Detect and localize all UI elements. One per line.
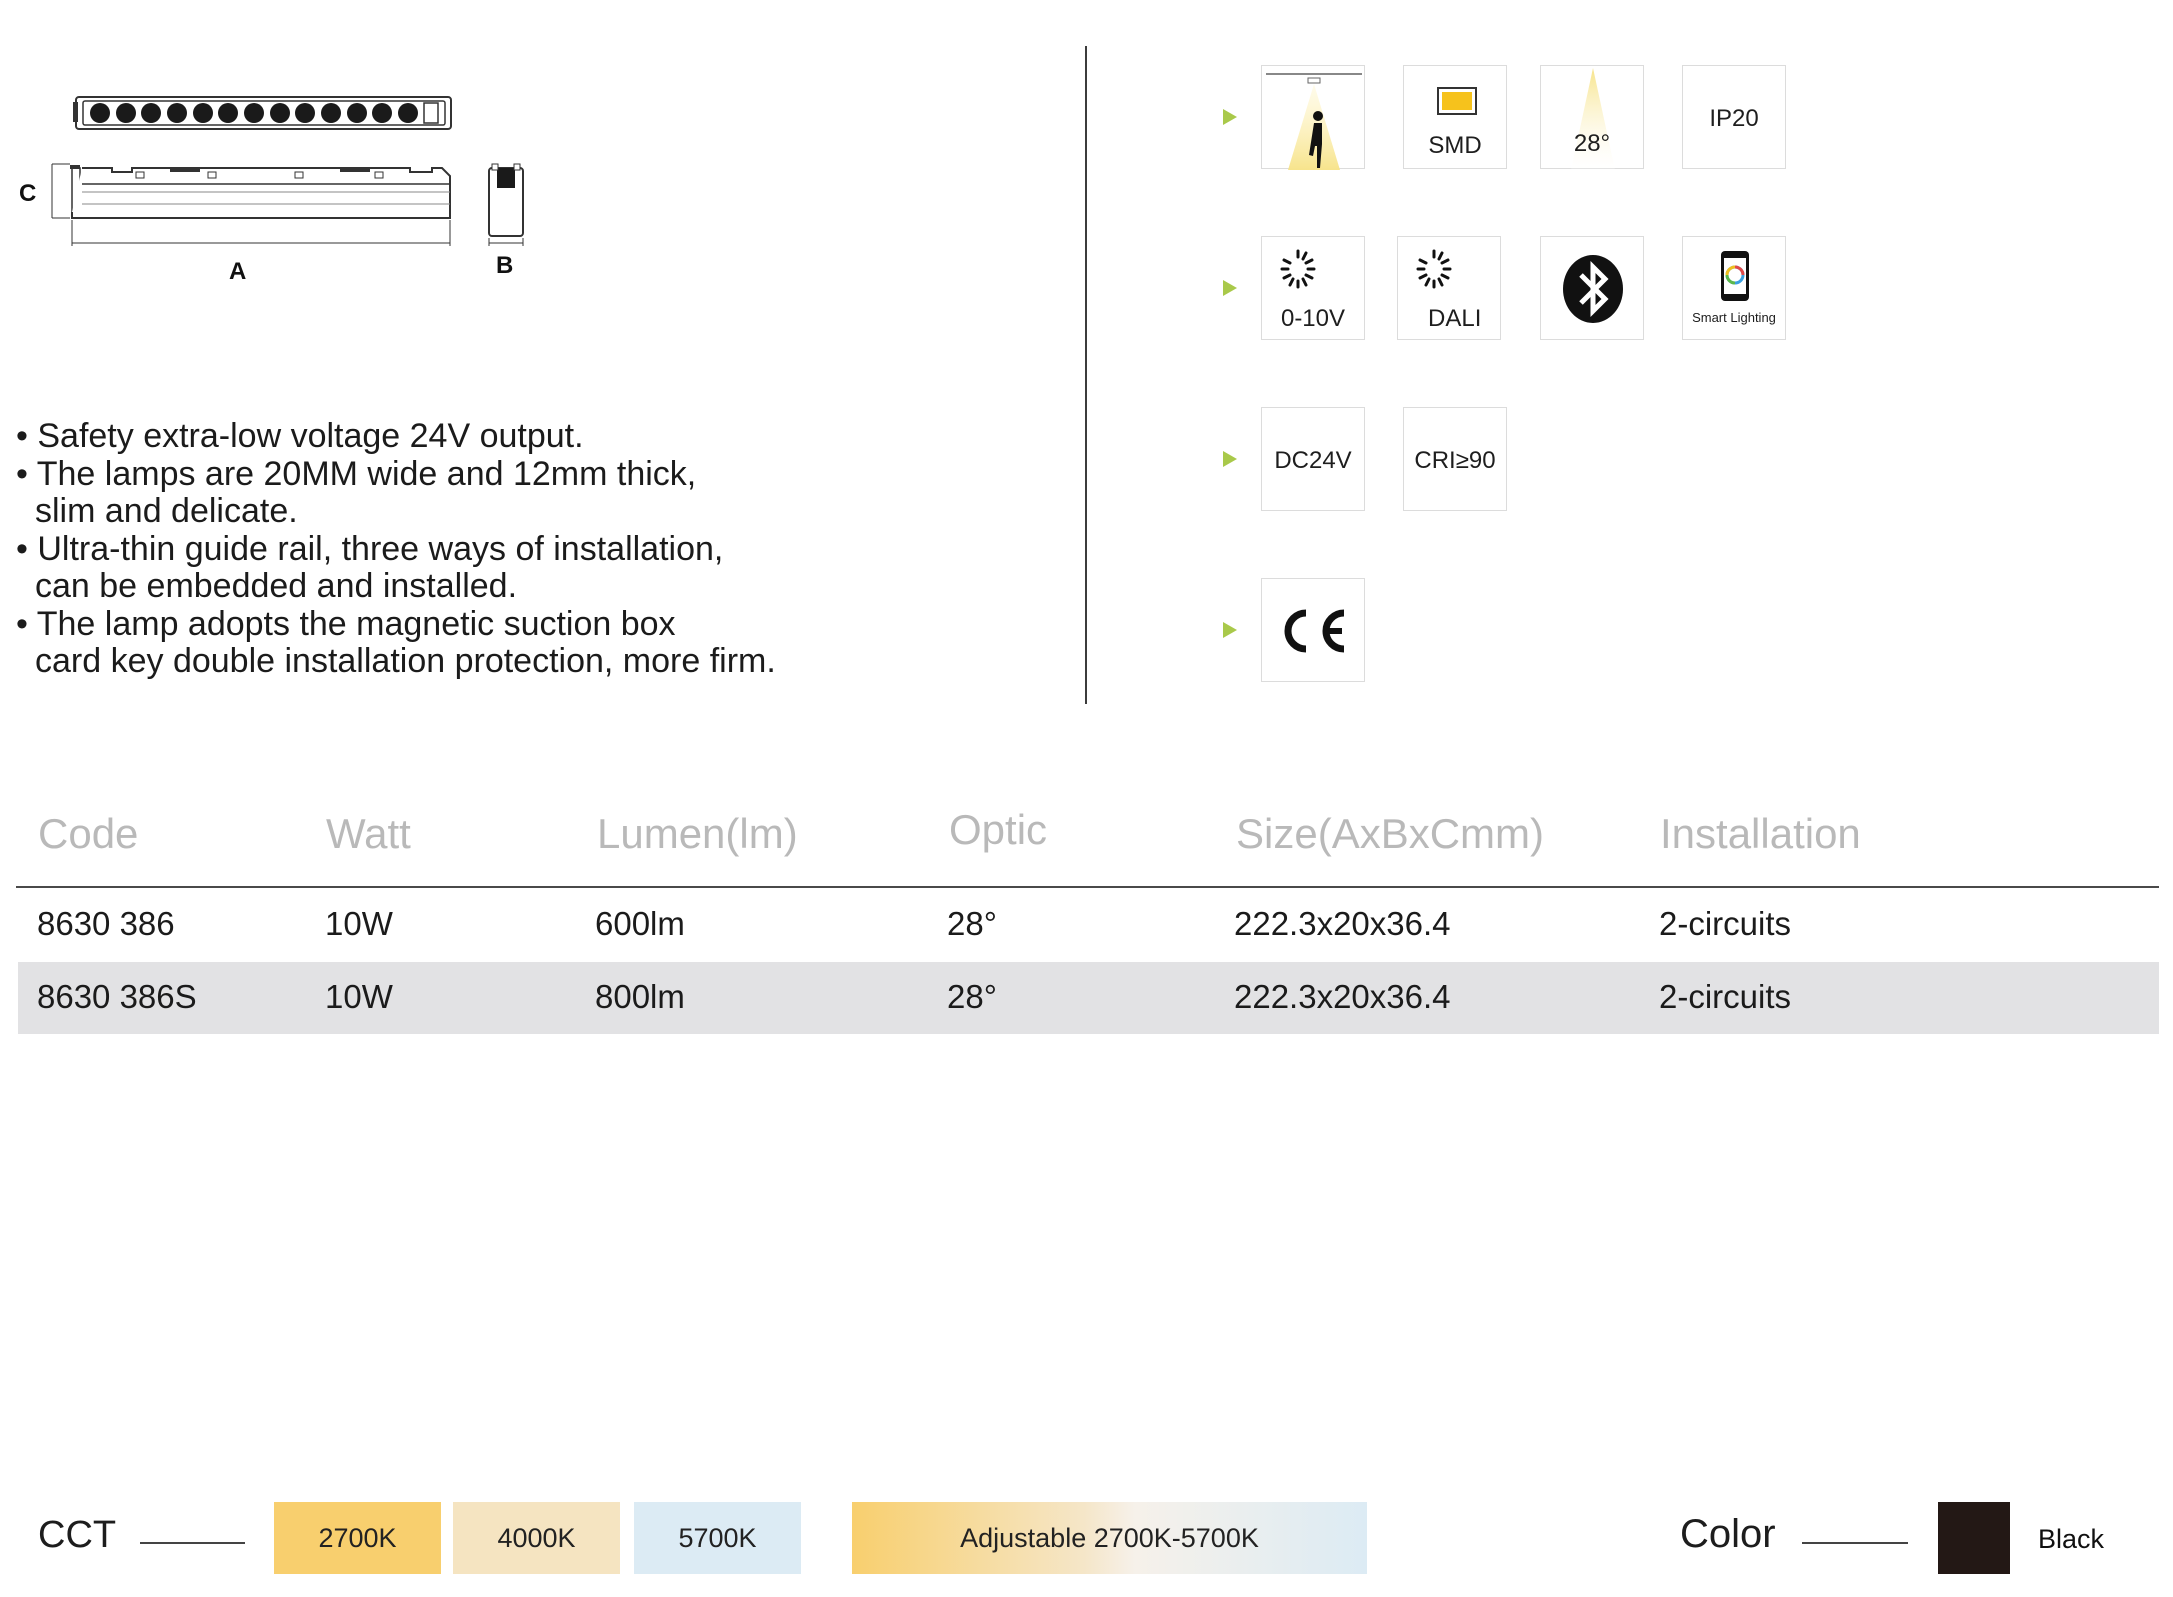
table-header-installation: Installation bbox=[1660, 810, 1861, 857]
feature-item: • Ultra-thin guide rail, three ways of installation, bbox=[16, 529, 724, 568]
smd-label: SMD bbox=[1428, 132, 1482, 159]
cell-optic: 28° bbox=[947, 905, 997, 942]
cell-code: 8630 386 bbox=[37, 905, 175, 942]
cell-lumen: 600lm bbox=[595, 905, 685, 942]
green-arrow-icon bbox=[1223, 451, 1237, 467]
smart-lighting-icon bbox=[1682, 236, 1786, 340]
green-arrow-icon bbox=[1223, 109, 1237, 125]
cct-swatch-4000k: 4000K bbox=[453, 1502, 620, 1574]
color-label: Color bbox=[1680, 1512, 1776, 1556]
cell-watt: 10W bbox=[325, 978, 393, 1015]
feature-item-continuation: slim and delicate. bbox=[35, 492, 298, 530]
feature-item-continuation: can be embedded and installed. bbox=[35, 567, 518, 605]
cell-code: 8630 386S bbox=[37, 978, 197, 1015]
dimming-010v-label: 0-10V bbox=[1280, 305, 1346, 332]
voltage-icon bbox=[1261, 407, 1365, 511]
dimming-dali-label: DALI bbox=[1428, 305, 1482, 332]
dimming-010v-icon bbox=[1261, 236, 1365, 340]
cell-optic: 28° bbox=[947, 978, 997, 1015]
cell-installation: 2-circuits bbox=[1659, 978, 1792, 1015]
ip-rating-icon bbox=[1682, 65, 1786, 169]
green-arrow-icon bbox=[1223, 622, 1237, 638]
feature-item: • Safety extra-low voltage 24V output. bbox=[16, 417, 584, 455]
color-swatch-black bbox=[1938, 1502, 2010, 1574]
color-name: Black bbox=[2038, 1524, 2105, 1554]
beam-angle-icon bbox=[1540, 65, 1644, 169]
dimension-label-a: A bbox=[229, 258, 247, 285]
dimming-dali-icon bbox=[1397, 236, 1501, 340]
track-light-icon bbox=[1261, 65, 1365, 169]
dimension-label-c: C bbox=[19, 180, 37, 207]
voltage-label: DC24V bbox=[1274, 447, 1352, 474]
ce-mark-icon bbox=[1261, 578, 1365, 682]
feature-item: • The lamps are 20MM wide and 12mm thick, bbox=[16, 454, 697, 493]
cell-size: 222.3x20x36.4 bbox=[1234, 978, 1451, 1015]
cct-swatch-5700k: 5700K bbox=[634, 1502, 801, 1574]
table-header-lumen: Lumen(lm) bbox=[597, 810, 798, 857]
table-header-rule bbox=[16, 886, 2159, 888]
feature-item-continuation: card key double installation protection, more firm. bbox=[35, 642, 776, 680]
table-row bbox=[18, 962, 2159, 1034]
cct-swatch-adjustable: Adjustable 2700K-5700K bbox=[852, 1502, 1367, 1574]
cell-watt: 10W bbox=[325, 905, 393, 942]
cell-lumen: 800lm bbox=[595, 978, 685, 1015]
cri-label: CRI≥90 bbox=[1414, 447, 1496, 474]
track-light-drawing bbox=[40, 80, 600, 300]
dimension-label-b: B bbox=[496, 252, 514, 279]
cct-swatch-2700k: 2700K bbox=[274, 1502, 441, 1574]
smd-chip-icon bbox=[1403, 65, 1507, 169]
color-leader-line bbox=[1802, 1542, 1908, 1544]
feature-item: • The lamp adopts the magnetic suction box bbox=[16, 604, 676, 643]
table-row bbox=[18, 889, 2159, 961]
table-header-code: Code bbox=[38, 810, 139, 857]
bluetooth-icon bbox=[1540, 236, 1644, 340]
product-technical-drawing bbox=[19, 80, 600, 300]
table-header-size: Size(AxBxCmm) bbox=[1236, 810, 1545, 857]
ip-rating-label: IP20 bbox=[1709, 105, 1759, 132]
cri-icon bbox=[1403, 407, 1507, 511]
cell-size: 222.3x20x36.4 bbox=[1234, 905, 1451, 942]
vertical-divider bbox=[1085, 46, 1087, 704]
cct-leader-line bbox=[140, 1542, 245, 1544]
cell-installation: 2-circuits bbox=[1659, 905, 1792, 942]
beam-angle-label: 28° bbox=[1573, 130, 1611, 157]
smart-lighting-label: Smart Lighting bbox=[1692, 310, 1776, 325]
table-header-optic: Optic bbox=[949, 806, 1048, 853]
green-arrow-icon bbox=[1223, 280, 1237, 296]
cct-label: CCT bbox=[38, 1514, 117, 1556]
feature-list bbox=[16, 418, 776, 681]
table-header-watt: Watt bbox=[326, 810, 411, 857]
